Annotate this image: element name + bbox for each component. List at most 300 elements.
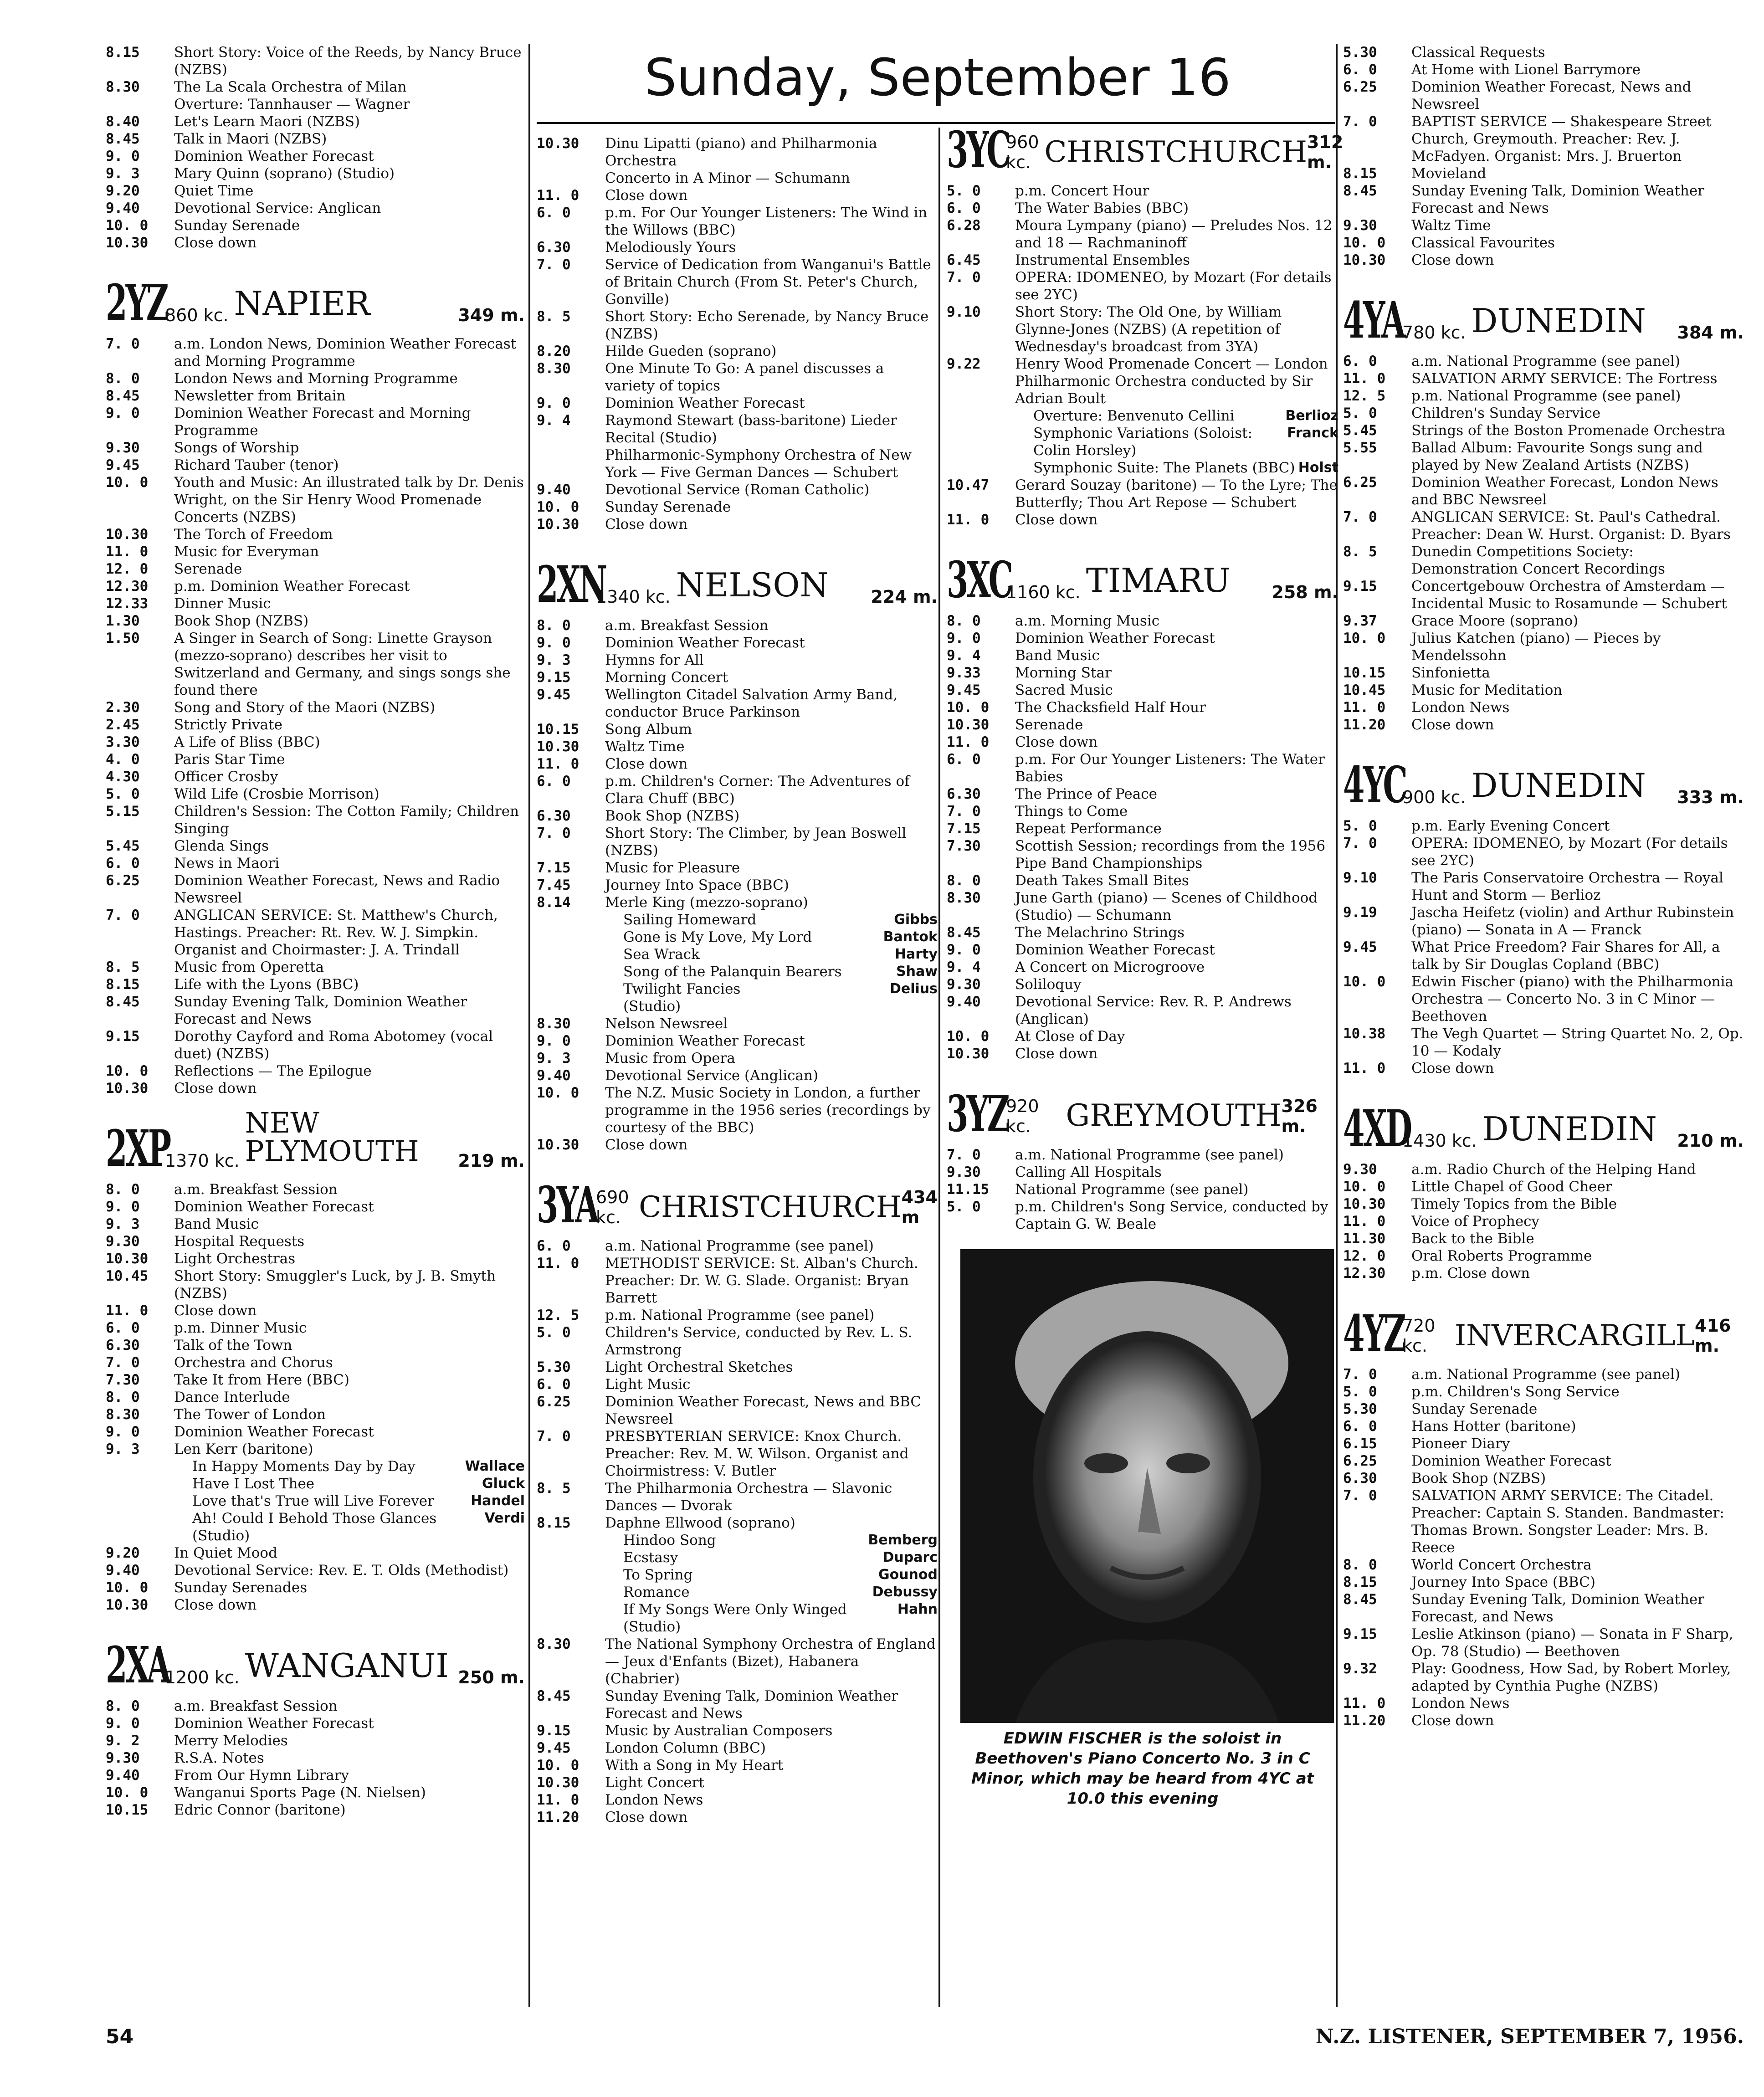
programme-time: 9.20: [106, 183, 140, 199]
programme-title: Wellington Citadel Salvation Army Band, conductor Bruce Parkinson: [605, 687, 898, 720]
programme-entry: [106, 130, 525, 148]
programme-time: 11. 0: [537, 187, 579, 204]
programme-title: Close down: [1411, 1060, 1494, 1077]
programme-entry: [106, 335, 525, 370]
column-4: [1343, 44, 1744, 1729]
programme-entry: [1343, 973, 1744, 1025]
programme-entry: [537, 686, 938, 721]
programme-time: 6. 0: [1343, 353, 1377, 369]
programme-title: a.m. Breakfast Session: [174, 1181, 338, 1198]
programme-entry: [537, 1393, 938, 1428]
programme-title: With a Song in My Heart: [605, 1757, 784, 1774]
programme-entry: [1343, 234, 1744, 251]
programme-title: National Programme (see panel): [1015, 1181, 1249, 1198]
programme-time: 9.45: [537, 687, 571, 703]
programme-entry: [106, 1749, 525, 1767]
programme-entry: [106, 387, 525, 405]
programme-time: 8.40: [106, 113, 140, 130]
programme-title: p.m. National Programme (see panel): [1411, 388, 1681, 404]
programme-title: London Column (BBC): [605, 1740, 766, 1756]
programme-time: 6. 0: [1343, 62, 1377, 78]
programme-entry: [947, 182, 1338, 200]
programme-time: 9.40: [537, 482, 571, 498]
programme-entry: [1343, 938, 1744, 973]
programme-title: BAPTIST SERVICE — Shakespeare Street Church, Greymouth. Preacher: Rev. J. McFadyen. Organist: Mrs. J. Bruerton: [1411, 113, 1712, 164]
programme-entry: [537, 755, 938, 773]
programme-time: 7.45: [537, 877, 571, 893]
station-call: 3YA: [537, 1175, 598, 1234]
station-wavelength: 312 m.: [1307, 132, 1344, 172]
station-frequency: 960 kc.: [1006, 132, 1039, 172]
programme-title: Serenade: [1015, 717, 1083, 733]
programme-title: The Tower of London: [174, 1406, 326, 1423]
work-title: In Happy Moments Day by Day: [192, 1458, 415, 1475]
programme-title: Short Story: Voice of the Reeds, by Nancy Bruce (NZBS): [174, 44, 522, 78]
programme-title: ANGLICAN SERVICE: St. Paul's Cathedral. Preacher: Dean W. Hurst. Organist: D. Byars: [1411, 509, 1731, 543]
programme-time: 8.45: [106, 131, 140, 147]
programme-entry: [1343, 1060, 1744, 1077]
programme-title: Dinner Music: [174, 595, 271, 612]
programme-title: Waltz Time: [1411, 217, 1491, 234]
programme-entry: [1343, 61, 1744, 78]
programme-entry: [1343, 1383, 1744, 1400]
programme-title: a.m. National Programme (see panel): [1015, 1147, 1284, 1163]
programme-time: 6.30: [106, 1337, 140, 1354]
programme-title: The Torch of Freedom: [174, 526, 333, 543]
programme-time: 10. 0: [947, 1028, 990, 1045]
programme-entry: [947, 217, 1338, 251]
programme-title: Children's Service, conducted by Rev. L. S. Armstrong: [605, 1324, 913, 1358]
programme-entry: [1343, 1265, 1744, 1282]
programme-entry: [106, 439, 525, 456]
programme-title: What Price Freedom? Fair Shares for All, a talk by Sir Douglas Copland (BBC): [1411, 939, 1720, 973]
schedule-list: [537, 617, 938, 911]
programme-entry: [947, 303, 1338, 355]
programme-title: Hans Hotter (baritone): [1411, 1418, 1576, 1435]
programme-time: 9.45: [947, 682, 981, 698]
programme-time: 7. 0: [537, 825, 571, 841]
programme-time: 11.15: [947, 1181, 990, 1198]
programme-title: Dominion Weather Forecast: [605, 635, 805, 651]
music-work: [537, 928, 938, 946]
programme-entry: [537, 1067, 938, 1084]
programme-title: p.m. For Our Younger Listeners: The Water Babies: [1015, 751, 1325, 785]
programme-title: Dominion Weather Forecast: [1015, 630, 1215, 646]
programme-time: 9.15: [1343, 578, 1377, 595]
programme-title: Dinu Lipatti (piano) and Philharmonia Orchestra: [605, 135, 877, 169]
programme-time: 10. 0: [537, 1757, 579, 1774]
programme-entry: [537, 343, 938, 360]
programme-time: 6. 0: [537, 1238, 571, 1254]
music-work: [537, 911, 938, 928]
programme-title: p.m. Concert Hour: [1015, 183, 1149, 199]
programme-time: 8. 0: [947, 613, 981, 629]
programme-title: Book Shop (NZBS): [605, 808, 740, 824]
work-title: Overture: Benvenuto Cellini: [1033, 408, 1235, 424]
programme-title: The Water Babies (BBC): [1015, 200, 1189, 216]
programme-entry: [1343, 251, 1744, 269]
programme-title: Close down: [174, 1597, 257, 1613]
programme-title: Song Album: [605, 721, 692, 738]
station-city: GREYMOUTH: [1066, 1098, 1282, 1133]
station-frequency: 1370 kc.: [165, 1151, 240, 1171]
programme-time: 8.45: [106, 994, 140, 1010]
programme-entry: [947, 355, 1338, 407]
programme-title: Take It from Here (BBC): [174, 1372, 349, 1388]
schedule-list: [947, 612, 1338, 1062]
programme-title: a.m. Radio Church of the Helping Hand: [1411, 1161, 1696, 1178]
programme-title: p.m. Children's Corner: The Adventures of Clara Chuff (BBC): [605, 773, 910, 807]
station-frequency: 860 kc.: [165, 305, 229, 325]
programme-entry: [106, 768, 525, 785]
programme-entry: [106, 1732, 525, 1749]
programme-entry: [947, 1198, 1338, 1233]
programme-time: 8.15: [537, 1515, 571, 1531]
programme-time: 12. 0: [106, 561, 149, 577]
programme-title: Close down: [1411, 717, 1494, 733]
programme-entry: [537, 360, 938, 395]
programme-time: 9.30: [106, 1233, 140, 1250]
programme-title: p.m. Close down: [1411, 1265, 1530, 1282]
programme-title: Music from Opera: [605, 1050, 735, 1066]
programme-time: 12. 5: [537, 1307, 579, 1323]
programme-time: 8.30: [537, 360, 571, 377]
programme-entry: [106, 837, 525, 855]
programme-time: 7. 0: [537, 256, 571, 273]
programme-time: 10.30: [106, 526, 149, 543]
programme-time: 10.30: [947, 1046, 990, 1062]
programme-time: 9. 3: [106, 1216, 140, 1232]
schedule-list: [537, 135, 938, 533]
programme-entry: [947, 664, 1338, 682]
programme-entry: [106, 1544, 525, 1562]
work-title: (Studio): [623, 998, 681, 1015]
programme-title: Talk in Maori (NZBS): [174, 131, 327, 147]
programme-title: Pioneer Diary: [1411, 1436, 1510, 1452]
programme-entry: [1343, 904, 1744, 938]
programme-title: Close down: [1015, 1046, 1098, 1062]
programme-entry: [106, 1697, 525, 1715]
programme-time: 7. 0: [106, 1354, 140, 1371]
programme-entry: [537, 1480, 938, 1514]
programme-entry: [947, 200, 1338, 217]
programme-time: 8.45: [537, 1688, 571, 1704]
programme-time: 9.37: [1343, 613, 1377, 629]
composer-name: Delius: [889, 981, 938, 997]
programme-title: The Paris Conservatoire Orchestra — Royal Hunt and Storm — Berlioz: [1411, 870, 1723, 903]
music-work: [106, 1527, 525, 1544]
composer-name: Berlioz: [1285, 408, 1338, 424]
work-list: [537, 1532, 938, 1636]
programme-time: 7. 0: [1343, 113, 1377, 130]
programme-time: 9. 0: [106, 1199, 140, 1215]
programme-time: 5. 0: [947, 183, 981, 199]
programme-time: 9.30: [1343, 217, 1377, 234]
programme-title: Len Kerr (baritone): [174, 1441, 313, 1457]
programme-entry: [106, 699, 525, 716]
programme-title: Jascha Heifetz (violin) and Arthur Rubinstein (piano) — Sonata in A — Franck: [1411, 904, 1734, 938]
work-list: [106, 1458, 525, 1544]
programme-time: 11. 0: [537, 1255, 579, 1272]
programme-entry: [537, 738, 938, 755]
programme-time: 1.50: [106, 630, 140, 646]
programme-entry: [1343, 439, 1744, 474]
programme-entry: [1343, 1660, 1744, 1695]
programme-title: The Chacksfield Half Hour: [1015, 699, 1206, 716]
programme-entry: [106, 96, 525, 113]
programme-time: 8.15: [106, 44, 140, 61]
programme-entry: [1343, 182, 1744, 217]
programme-time: 8.20: [537, 343, 571, 359]
programme-title: At Close of Day: [1015, 1028, 1125, 1045]
programme-time: 10.30: [537, 738, 579, 755]
programme-entry: [947, 924, 1338, 941]
programme-entry: [537, 669, 938, 686]
programme-time: 10.38: [1343, 1025, 1386, 1042]
programme-entry: [537, 894, 938, 911]
programme-entry: [106, 785, 525, 803]
programme-title: Close down: [174, 1080, 257, 1097]
programme-time: 11.30: [1343, 1231, 1386, 1247]
programme-time: 10. 0: [106, 474, 149, 491]
programme-time: 9. 0: [537, 395, 571, 411]
programme-time: 6. 0: [106, 1320, 140, 1336]
schedule-list: [1343, 1366, 1744, 1729]
music-work: [106, 1458, 525, 1475]
programme-title: Devotional Service: Rev. E. T. Olds (Methodist): [174, 1562, 509, 1579]
programme-entry: [1343, 165, 1744, 182]
station-call: 4YA: [1343, 291, 1404, 349]
programme-time: 10. 0: [947, 699, 990, 716]
programme-time: 9.45: [1343, 939, 1377, 955]
programme-entry: [106, 716, 525, 733]
programme-entry: [537, 395, 938, 412]
programme-entry: [537, 651, 938, 669]
programme-entry: [1343, 612, 1744, 630]
programme-time: 10.15: [106, 1802, 149, 1818]
programme-time: 7.15: [537, 860, 571, 876]
programme-entry: [1343, 217, 1744, 234]
programme-time: 11. 0: [1343, 699, 1386, 716]
portrait-image: [960, 1249, 1334, 1723]
programme-entry: [106, 1302, 525, 1319]
programme-title: In Quiet Mood: [174, 1545, 277, 1561]
programme-time: 9. 0: [106, 1715, 140, 1732]
programme-title: London News: [1411, 1695, 1510, 1712]
programme-entry: [1343, 1247, 1744, 1265]
programme-entry: [947, 477, 1338, 511]
programme-entry: [1343, 1400, 1744, 1418]
programme-entry: [947, 959, 1338, 976]
programme-time: 6.30: [947, 786, 981, 802]
programme-title: Talk of the Town: [174, 1337, 292, 1354]
programme-title: Glenda Sings: [174, 838, 269, 854]
programme-time: 9. 2: [106, 1733, 140, 1749]
programme-title: Close down: [1411, 1712, 1494, 1729]
programme-entry: [106, 234, 525, 251]
column-rule-1: [528, 44, 530, 2007]
programme-time: 9. 4: [537, 412, 571, 429]
programme-title: Children's Sunday Service: [1411, 405, 1601, 421]
programme-entry: [947, 1028, 1338, 1045]
music-work: [537, 1532, 938, 1549]
programme-time: 12.33: [106, 595, 149, 612]
station-frequency: 900 kc.: [1402, 787, 1466, 807]
programme-time: 10. 0: [1343, 235, 1386, 251]
composer-name: Wallace: [465, 1458, 525, 1474]
programme-time: 6. 0: [947, 200, 981, 216]
programme-title: Dominion Weather Forecast: [174, 1715, 374, 1732]
programme-entry: [1343, 664, 1744, 682]
programme-title: Journey Into Space (BBC): [605, 877, 789, 893]
programme-title: Merle King (mezzo-soprano): [605, 894, 808, 911]
programme-title: Soliloquy: [1015, 976, 1082, 993]
programme-time: 10. 0: [1343, 974, 1386, 990]
programme-entry: [106, 612, 525, 630]
programme-entry: [947, 976, 1338, 993]
programme-time: 8. 0: [1343, 1557, 1377, 1573]
music-work: [537, 1566, 938, 1584]
programme-title: Hymns for All: [605, 652, 704, 668]
programme-time: 11. 0: [537, 1792, 579, 1808]
programme-time: 8. 5: [106, 959, 140, 975]
music-work: [947, 425, 1338, 459]
programme-time: 9.40: [106, 200, 140, 216]
programme-title: World Concert Orchestra: [1411, 1557, 1592, 1573]
programme-title: Dominion Weather Forecast, News and Radio Newsreel: [174, 872, 500, 906]
programme-time: 10.45: [106, 1268, 149, 1284]
programme-time: 6. 0: [947, 751, 981, 768]
programme-entry: [1343, 1195, 1744, 1213]
programme-entry: [1343, 682, 1744, 699]
programme-time: 8. 5: [1343, 543, 1377, 560]
programme-title: Movieland: [1411, 165, 1487, 182]
programme-time: 11. 0: [1343, 1213, 1386, 1230]
music-work: [537, 946, 938, 963]
programme-entry: [947, 785, 1338, 803]
work-title: (Studio): [192, 1528, 250, 1544]
programme-title: Dominion Weather Forecast and Morning Programme: [174, 405, 471, 439]
work-title: Twilight Fancies: [623, 981, 741, 997]
programme-entry: [1343, 1161, 1744, 1178]
station-header: [1343, 1302, 1744, 1363]
music-work: [537, 1618, 938, 1636]
programme-entry: [106, 872, 525, 907]
programme-title: Children's Session: The Cotton Family; Children Singing: [174, 803, 519, 837]
work-title: Sailing Homeward: [623, 912, 757, 928]
programme-time: 1.30: [106, 613, 140, 629]
programme-time: 7. 0: [1343, 1487, 1377, 1504]
composer-name: Hahn: [897, 1601, 938, 1617]
programme-time: 7. 0: [1343, 509, 1377, 525]
programme-title: At Home with Lionel Barrymore: [1411, 62, 1641, 78]
composer-name: Shaw: [896, 964, 938, 979]
programme-title: Song and Story of the Maori (NZBS): [174, 699, 436, 716]
programme-entry: [537, 1722, 938, 1739]
programme-time: 11. 0: [947, 734, 990, 750]
programme-time: 9. 4: [947, 647, 981, 664]
programme-time: 3.30: [106, 734, 140, 750]
programme-time: 8.15: [106, 976, 140, 993]
programme-title: ANGLICAN SERVICE: St. Matthew's Church, Hastings. Preacher: Rt. Rev. W. J. Simpkin. Organist and Choirmaster: J. A. Trindall: [174, 907, 498, 958]
schedule-list: [537, 1015, 938, 1154]
programme-time: 7. 0: [947, 1147, 981, 1163]
programme-title: Waltz Time: [605, 738, 685, 755]
programme-entry: [537, 825, 938, 859]
programme-entry: [947, 889, 1338, 924]
programme-time: 9.45: [106, 457, 140, 473]
programme-entry: [1343, 1025, 1744, 1060]
programme-title: Music from Operetta: [174, 959, 324, 975]
programme-title: The Melachrino Strings: [1015, 924, 1185, 941]
programme-title: The Prince of Peace: [1015, 786, 1157, 802]
programme-time: 5. 0: [1343, 1384, 1377, 1400]
programme-title: Wanganui Sports Page (N. Nielsen): [174, 1784, 426, 1801]
programme-title: Moura Lympany (piano) — Preludes Nos. 12 and 18 — Rachmaninoff: [1015, 217, 1333, 251]
programme-entry: [106, 907, 525, 959]
work-title: Gone is My Love, My Lord: [623, 929, 812, 945]
programme-time: 7. 0: [1343, 1366, 1377, 1383]
programme-time: 9. 0: [537, 635, 571, 651]
work-title: Love that's True will Live Forever: [192, 1493, 434, 1509]
programme-time: 8. 5: [537, 1480, 571, 1497]
programme-time: 8.45: [1343, 183, 1377, 199]
programme-title: a.m. National Programme (see panel): [605, 1238, 874, 1254]
programme-title: Raymond Stewart (bass-baritone) Lieder Recital (Studio): [605, 412, 897, 446]
programme-time: 9.19: [1343, 904, 1377, 921]
programme-title: London News: [605, 1792, 703, 1808]
programme-entry: [947, 699, 1338, 716]
programme-entry: [947, 1146, 1338, 1164]
programme-title: Short Story: The Old One, by William Glynne-Jones (NZBS) (A repetition of Wednesday's broadcast from 3YA): [1015, 304, 1282, 355]
programme-entry: [947, 941, 1338, 959]
programme-title: Repeat Performance: [1015, 820, 1162, 837]
programme-entry: [106, 1028, 525, 1062]
programme-entry: [1343, 1556, 1744, 1574]
programme-time: 6.25: [1343, 474, 1377, 491]
programme-time: 9.30: [947, 976, 981, 993]
programme-time: 5. 0: [106, 786, 140, 802]
programme-entry: [1343, 1418, 1744, 1435]
programme-time: 8.15: [1343, 165, 1377, 182]
programme-title: Band Music: [1015, 647, 1100, 664]
programme-entry: [947, 511, 1338, 528]
programme-time: 6. 0: [106, 855, 140, 872]
music-work: [947, 459, 1338, 477]
programme-title: London News: [1411, 699, 1510, 716]
programme-time: 7. 0: [106, 336, 140, 352]
programme-entry: [1343, 699, 1744, 716]
station-header: [1343, 1097, 1744, 1158]
programme-entry: [1343, 1487, 1744, 1556]
programme-entry: [1343, 1435, 1744, 1452]
programme-title: p.m. Dominion Weather Forecast: [174, 578, 410, 595]
programme-time: 8. 0: [106, 1389, 140, 1405]
programme-time: 6.30: [537, 808, 571, 824]
programme-entry: [106, 113, 525, 130]
programme-entry: [537, 187, 938, 204]
programme-entry: [1343, 543, 1744, 578]
composer-name: Verdi: [484, 1510, 525, 1526]
station-call: 3YZ: [947, 1084, 1008, 1143]
programme-time: 7.15: [947, 820, 981, 837]
composer-name: Handel: [471, 1493, 525, 1509]
programme-title: Short Story: The Climber, by Jean Boswell (NZBS): [605, 825, 907, 859]
programme-time: 7. 0: [537, 1428, 571, 1445]
programme-title: Band Music: [174, 1216, 259, 1232]
station-city: TIMARU: [1086, 561, 1231, 600]
programme-time: 11. 0: [537, 756, 579, 772]
